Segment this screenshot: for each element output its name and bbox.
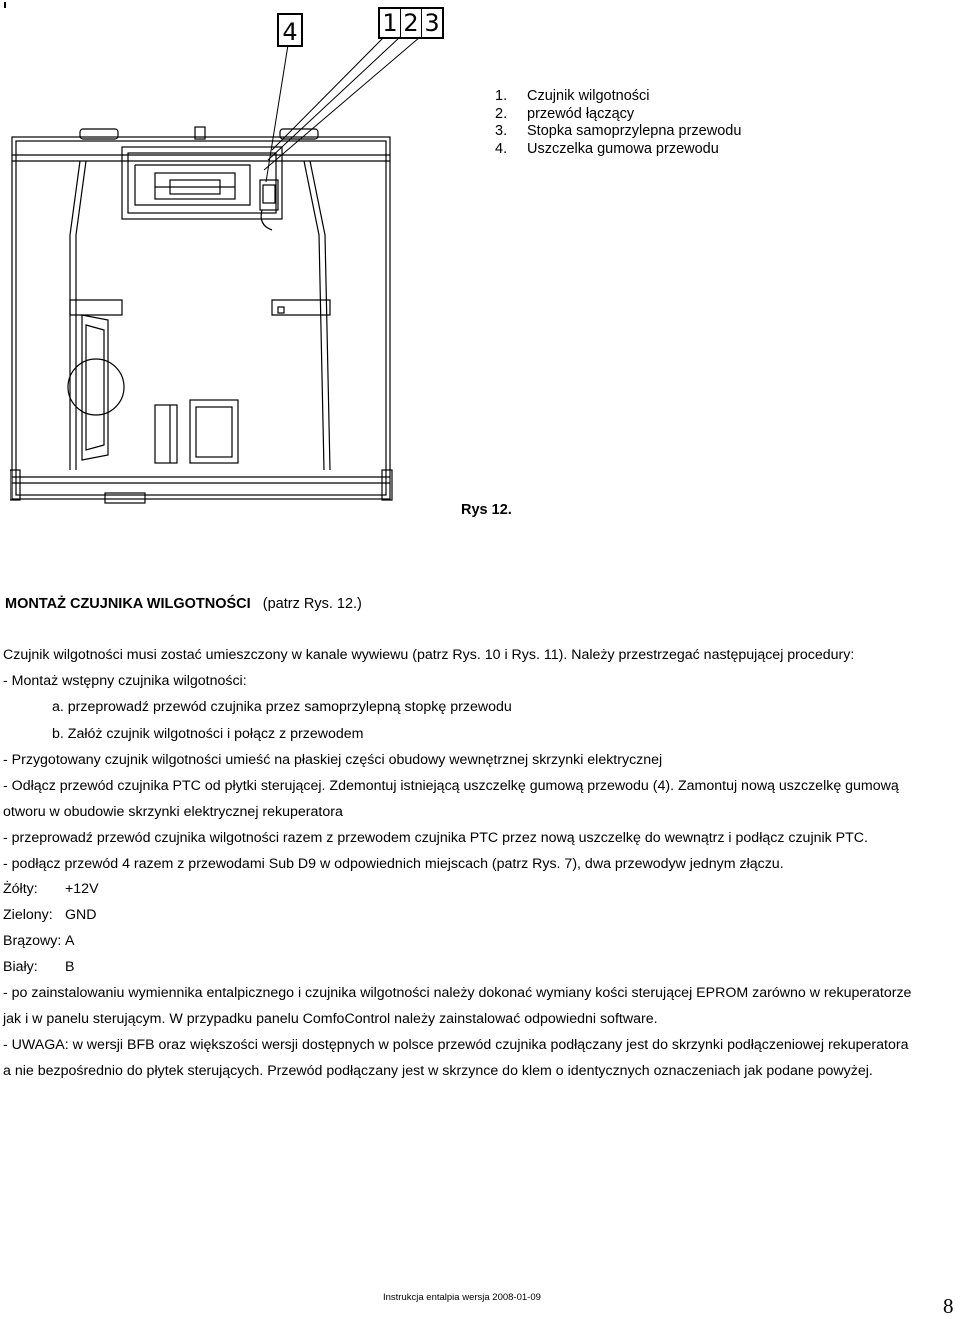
paragraph: a. przeprowadź przewód czujnika przez samoprzylepną stopkę przewodu [52, 699, 512, 715]
paragraph: Czujnik wilgotności musi zostać umieszczony w kanale wywiewu (patrz Rys. 10 i Rys. 11). Należy przestrzegać następującej procedury: [3, 647, 855, 663]
paragraph: b. Załóż czujnik wilgotności i połącz z przewodem [52, 726, 364, 742]
legend-item: 4. Uszczelka gumowa przewodu [495, 140, 719, 157]
wire-color-row: Brązowy: A [3, 933, 75, 949]
paragraph: - Odłącz przewód czujnika PTC od płytki sterującej. Zdemontuj istniejącą uszczelkę gumową przewodu (4). Zamontuj nową uszczelkę gumową [3, 778, 899, 794]
recuperator-drawing [10, 125, 395, 510]
callout-label-3: 3 [424, 9, 440, 37]
paragraph: - Przygotowany czujnik wilgotności umieść na płaskiej części obudowy wewnętrznej skrzynki elektrycznej [3, 752, 663, 768]
figure-caption: Rys 12. [461, 502, 512, 518]
paragraph: otworu w obudowie skrzynki elektrycznej rekuperatora [3, 804, 343, 820]
wire-color-row: Żółty: +12V [3, 881, 99, 897]
page-footer: Instrukcja entalpia wersja 2008-01-09 [383, 1292, 541, 1303]
paragraph: - podłącz przewód 4 razem z przewodami Sub D9 w odpowiednich miejscach (patrz Rys. 7), dwa przewodyw jednym złączu. [3, 856, 784, 872]
callout-label-1: 1 [380, 9, 401, 37]
paragraph: a nie bezpośrednio do płytek sterujących. Przewód podłączany jest w skrzynce do klem o identycznych oznaczeniach jak podane powyżej. [3, 1063, 873, 1079]
section-heading [5, 596, 362, 612]
paragraph: - przeprowadź przewód czujnika wilgotności razem z przewodem czujnika PTC przez nową uszczelkę do wewnątrz i podłącz czujnik PTC. [3, 830, 868, 846]
section-title: MONTAŻ CZUJNIKA WILGOTNOŚCI [5, 596, 251, 612]
legend-item: 2. przewód łączący [495, 105, 635, 122]
paragraph: jak i w panelu sterującym. W przypadku panelu ComfoControl należy zainstalować odpowiedni software. [3, 1011, 658, 1027]
callout-4-label: 4 [282, 18, 298, 46]
paragraph: - UWAGA: w wersji BFB oraz większości wersji dostępnych w polsce przewód czujnika podłączany jest do skrzynki podłączeniowej rekuperatora [3, 1037, 909, 1053]
paragraph: - po zainstalowaniu wymiennika entalpicznego i czujnika wilgotności należy dokonać wymiany kości sterującej EPROM zarówno w rekuperatorze [3, 985, 912, 1001]
callout-label-2: 2 [401, 9, 422, 37]
wire-color-row: Biały: B [3, 959, 75, 975]
parts-legend [495, 88, 741, 158]
paragraph: - Montaż wstępny czujnika wilgotności: [3, 673, 247, 689]
wire-color-row: Zielony: GND [3, 907, 97, 923]
legend-item: 3. Stopka samoprzylepna przewodu [495, 123, 742, 139]
page-number: 8 [943, 1294, 954, 1318]
legend-item: 1. Czujnik wilgotności [495, 88, 650, 104]
section-reference: (patrz Rys. 12.) [262, 596, 362, 612]
